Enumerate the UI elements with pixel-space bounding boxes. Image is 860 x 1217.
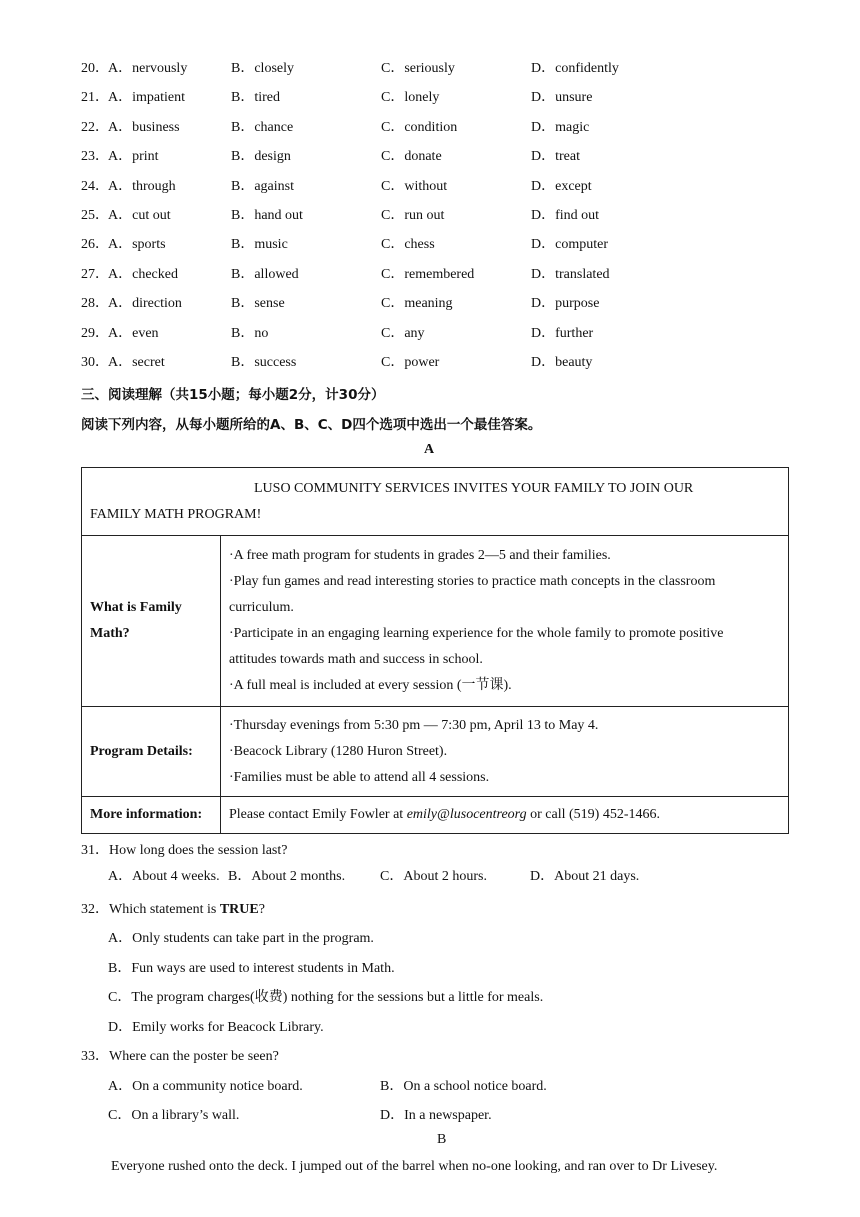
option-c[interactable]: C．lonely bbox=[381, 90, 440, 106]
option-a[interactable]: A．print bbox=[108, 149, 159, 165]
option-b[interactable]: B．tired bbox=[231, 90, 280, 106]
option-c[interactable]: C．without bbox=[381, 178, 448, 194]
q31-option-d[interactable]: D．About 21 days. bbox=[530, 869, 640, 884]
option-d[interactable]: D．further bbox=[531, 325, 594, 341]
details-item: ·Families must be able to attend all 4 sessions. bbox=[229, 769, 490, 785]
option-a[interactable]: A．checked bbox=[108, 266, 178, 282]
q33-option-a[interactable]: A．On a community notice board. bbox=[108, 1079, 303, 1094]
q33-option-c[interactable]: C．On a library’s wall. bbox=[108, 1108, 240, 1123]
cloze-question-row bbox=[81, 354, 781, 372]
option-a[interactable]: A．impatient bbox=[108, 90, 185, 106]
cloze-question-row bbox=[81, 178, 781, 196]
option-b[interactable]: B．no bbox=[231, 325, 269, 341]
option-c[interactable]: C．any bbox=[381, 325, 425, 341]
option-a[interactable]: A．cut out bbox=[108, 208, 171, 223]
what-label bbox=[82, 536, 221, 707]
question-number: 26． bbox=[81, 237, 109, 253]
more-prefix: Please contact Emily Fowler at bbox=[229, 807, 407, 822]
option-b[interactable]: B．against bbox=[231, 178, 294, 194]
question-number: 21． bbox=[81, 90, 109, 106]
section-heading: 三、阅读理解（共15小题；每小题2分，计30分） bbox=[81, 387, 385, 403]
passage-b-text: Everyone rushed onto the deck. I jumped out of the barrel when no-one looking, and ran over to Dr Livesey. bbox=[111, 1159, 718, 1174]
cloze-question-row bbox=[81, 325, 781, 343]
details-label: Program Details: bbox=[82, 707, 221, 797]
q32-option-c[interactable]: C．The program charges(收费) nothing for the sessions but a little for meals. bbox=[108, 990, 544, 1005]
option-a[interactable]: A．through bbox=[108, 178, 176, 194]
q33-option-d[interactable]: D．In a newspaper. bbox=[380, 1108, 492, 1123]
option-b[interactable]: B．chance bbox=[231, 119, 294, 135]
cloze-question-row bbox=[81, 60, 781, 78]
question-number: 24． bbox=[81, 178, 109, 194]
question-number: 25． bbox=[81, 208, 109, 223]
q32-stem-bold: TRUE bbox=[219, 902, 259, 917]
cloze-question-row bbox=[81, 119, 781, 137]
q31-option-c[interactable]: C．About 2 hours. bbox=[380, 869, 487, 884]
option-d[interactable]: D．confidently bbox=[531, 61, 619, 76]
question-number: 29． bbox=[81, 325, 109, 341]
passage-b-label: B bbox=[437, 1132, 447, 1147]
cloze-question-row bbox=[81, 207, 781, 225]
option-d[interactable]: D．find out bbox=[531, 208, 600, 223]
option-b[interactable]: B．success bbox=[231, 355, 297, 370]
option-c[interactable]: C．donate bbox=[381, 149, 442, 165]
cloze-question-row bbox=[81, 148, 781, 166]
poster-title-line2: FAMILY MATH PROGRAM! bbox=[90, 506, 262, 522]
option-d[interactable]: D．beauty bbox=[531, 355, 593, 370]
option-c[interactable]: C．meaning bbox=[381, 296, 453, 312]
q32-option-d[interactable]: D．Emily works for Beacock Library. bbox=[108, 1020, 324, 1035]
what-label-line1: What is Family bbox=[90, 600, 182, 615]
cloze-question-row bbox=[81, 89, 781, 107]
q32-option-a[interactable]: A．Only students can take part in the program. bbox=[108, 931, 374, 946]
q32-option-b[interactable]: B．Fun ways are used to interest students in Math. bbox=[108, 961, 395, 976]
option-d[interactable]: D．treat bbox=[531, 149, 580, 165]
what-item: ·A free math program for students in grades 2—5 and their families. bbox=[229, 548, 611, 563]
q31-stem: 31．How long does the session last? bbox=[81, 843, 288, 858]
section-instruction: 阅读下列内容，从每小题所给的A、B、C、D四个选项中选出一个最佳答案。 bbox=[81, 417, 542, 433]
poster-title bbox=[82, 468, 789, 536]
poster-table bbox=[81, 467, 789, 834]
option-d[interactable]: D．purpose bbox=[531, 296, 600, 312]
q33-option-b[interactable]: B．On a school notice board. bbox=[380, 1079, 547, 1094]
q32-stem-prefix: 32．Which statement is bbox=[81, 902, 220, 917]
details-content bbox=[221, 707, 789, 797]
option-d[interactable]: D．unsure bbox=[531, 90, 593, 106]
cloze-question-row bbox=[81, 266, 781, 284]
what-item: curriculum. bbox=[229, 600, 294, 615]
what-item: ·A full meal is included at every session (一节课). bbox=[229, 678, 512, 693]
cloze-question-row bbox=[81, 295, 781, 313]
option-a[interactable]: A．sports bbox=[108, 237, 166, 253]
q33-stem: 33．Where can the poster be seen? bbox=[81, 1049, 279, 1064]
cloze-question-row bbox=[81, 236, 781, 254]
option-b[interactable]: B．closely bbox=[231, 61, 294, 76]
q31-option-a[interactable]: A．About 4 weeks. bbox=[108, 869, 220, 884]
option-d[interactable]: D．computer bbox=[531, 237, 608, 253]
q31-option-b[interactable]: B．About 2 months. bbox=[228, 869, 346, 884]
question-number: 27． bbox=[81, 266, 109, 282]
option-d[interactable]: D．except bbox=[531, 178, 592, 194]
option-c[interactable]: C．seriously bbox=[381, 61, 455, 76]
option-c[interactable]: C．power bbox=[381, 355, 440, 370]
question-number: 22． bbox=[81, 119, 109, 135]
option-b[interactable]: B．hand out bbox=[231, 208, 303, 223]
option-c[interactable]: C．condition bbox=[381, 119, 458, 135]
details-item: ·Thursday evenings from 5:30 pm — 7:30 pm, April 13 to May 4. bbox=[229, 717, 599, 733]
option-a[interactable]: A．business bbox=[108, 119, 180, 135]
what-item: ·Play fun games and read interesting stories to practice math concepts in the classroom bbox=[229, 574, 716, 589]
option-b[interactable]: B．design bbox=[231, 149, 291, 165]
question-number: 28． bbox=[81, 296, 109, 312]
option-b[interactable]: B．music bbox=[231, 237, 288, 253]
option-d[interactable]: D．translated bbox=[531, 266, 610, 282]
option-a[interactable]: A．nervously bbox=[108, 61, 188, 76]
q32-stem bbox=[81, 898, 265, 918]
what-content bbox=[221, 536, 789, 707]
q32-stem-suffix: ? bbox=[258, 902, 265, 917]
what-label-line2: Math? bbox=[90, 626, 130, 641]
option-b[interactable]: B．allowed bbox=[231, 266, 299, 282]
option-c[interactable]: C．run out bbox=[381, 208, 445, 223]
option-c[interactable]: C．chess bbox=[381, 237, 435, 253]
option-b[interactable]: B．sense bbox=[231, 296, 285, 312]
q31-options bbox=[108, 868, 808, 886]
question-number: 20． bbox=[81, 61, 109, 76]
question-number: 30． bbox=[81, 355, 109, 370]
option-a[interactable]: A．even bbox=[108, 325, 159, 341]
option-a[interactable]: A．secret bbox=[108, 355, 165, 370]
passage-a-label: A bbox=[424, 442, 435, 457]
option-c[interactable]: C．remembered bbox=[381, 266, 475, 282]
what-item: attitudes towards math and success in school. bbox=[229, 652, 483, 667]
poster-title-line1: LUSO COMMUNITY SERVICES INVITES YOUR FAMILY TO JOIN OUR bbox=[254, 480, 694, 496]
more-label: More information: bbox=[82, 797, 221, 834]
more-content bbox=[221, 797, 789, 834]
question-number: 23． bbox=[81, 149, 109, 165]
contact-email: emily@lusocentreorg bbox=[406, 807, 527, 822]
details-item: ·Beacock Library (1280 Huron Street). bbox=[229, 743, 448, 759]
more-suffix: or call (519) 452-1466. bbox=[526, 807, 660, 822]
what-item: ·Participate in an engaging learning experience for the whole family to promote positive bbox=[229, 626, 724, 641]
option-a[interactable]: A．direction bbox=[108, 296, 182, 312]
option-d[interactable]: D．magic bbox=[531, 119, 590, 135]
